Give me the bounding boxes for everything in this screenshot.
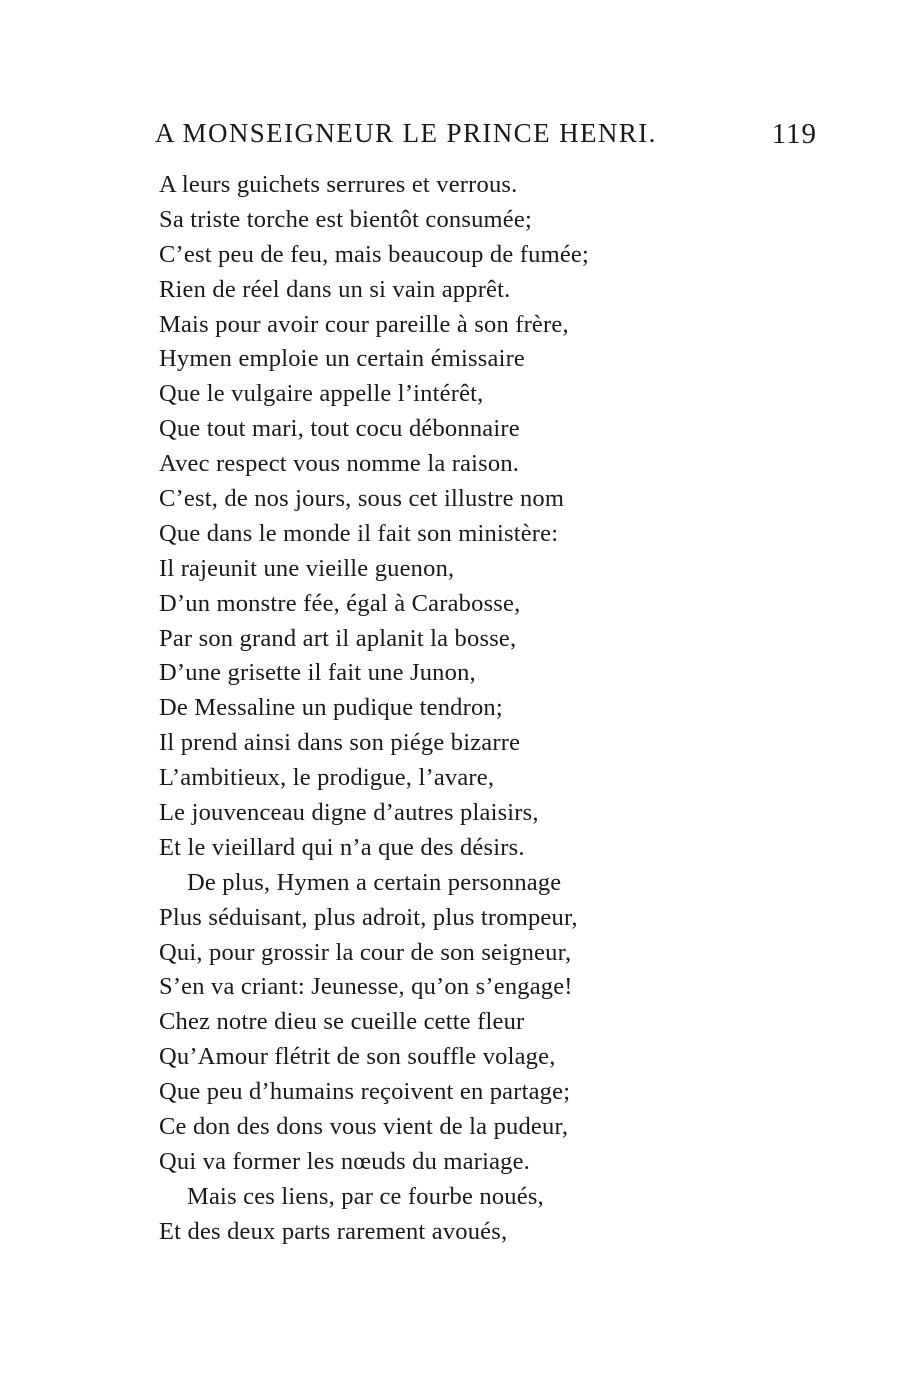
verse-line: Avec respect vous nomme la raison. [159, 450, 520, 478]
verse-line: De plus, Hymen a certain personnage [187, 868, 562, 896]
verse-line: S’en va criant: Jeunesse, qu’on s’engage! [159, 973, 573, 1001]
verse-line: D’un monstre fée, égal à Carabosse, [159, 589, 521, 617]
verse-line: Mais ces liens, par ce fourbe noués, [187, 1182, 544, 1210]
poem-text [159, 168, 799, 1250]
verse-line: Que tout mari, tout cocu débonnaire [159, 415, 520, 443]
verse-line: Hymen emploie un certain émissaire [159, 345, 526, 373]
verse-line: Ce don des dons vous vient de la pudeur, [159, 1113, 569, 1141]
verse-line: D’une grisette il fait une Junon, [159, 659, 476, 687]
verse-line: Et le vieillard qui n’a que des désirs. [159, 833, 525, 861]
verse-line: De Messaline un pudique tendron; [159, 694, 503, 722]
verse-line: Que peu d’humains reçoivent en partage; [159, 1078, 571, 1106]
verse-line: Sa triste torche est bientôt consumée; [159, 205, 532, 233]
running-title: A MONSEIGNEUR LE PRINCE HENRI. [155, 118, 657, 148]
verse-line: Plus séduisant, plus adroit, plus trompeur, [159, 903, 578, 931]
verse-line: Il rajeunit une vieille guenon, [159, 554, 455, 582]
verse-line: L’ambitieux, le prodigue, l’avare, [159, 764, 495, 792]
verse-line: A leurs guichets serrures et verrous. [159, 171, 518, 198]
verse-line: Il prend ainsi dans son piége bizarre [159, 729, 521, 757]
verse-line: Chez notre dieu se cueille cette fleur [159, 1008, 525, 1036]
page-number: 119 [771, 118, 817, 150]
verse-line: Que dans le monde il fait son ministère: [159, 519, 559, 547]
verse-line: Et des deux parts rarement avoués, [159, 1217, 508, 1245]
verse-line: Qui va former les nœuds du mariage. [159, 1147, 530, 1175]
verse-line: Par son grand art il aplanit la bosse, [159, 624, 517, 652]
verse-line: C’est peu de feu, mais beaucoup de fumée; [159, 240, 589, 268]
verse-line: Rien de réel dans un si vain apprêt. [159, 275, 511, 303]
verse-line: Le jouvenceau digne d’autres plaisirs, [159, 799, 539, 827]
verse-line: Mais pour avoir cour pareille à son frère, [159, 310, 569, 338]
verse-line: C’est, de nos jours, sous cet illustre nom [159, 485, 565, 513]
verse-line: Que le vulgaire appelle l’intérêt, [159, 380, 484, 408]
verse-line: Qui, pour grossir la cour de son seigneur, [159, 938, 572, 966]
running-head [155, 118, 817, 158]
verse-line: Qu’Amour flétrit de son souffle volage, [159, 1043, 556, 1071]
